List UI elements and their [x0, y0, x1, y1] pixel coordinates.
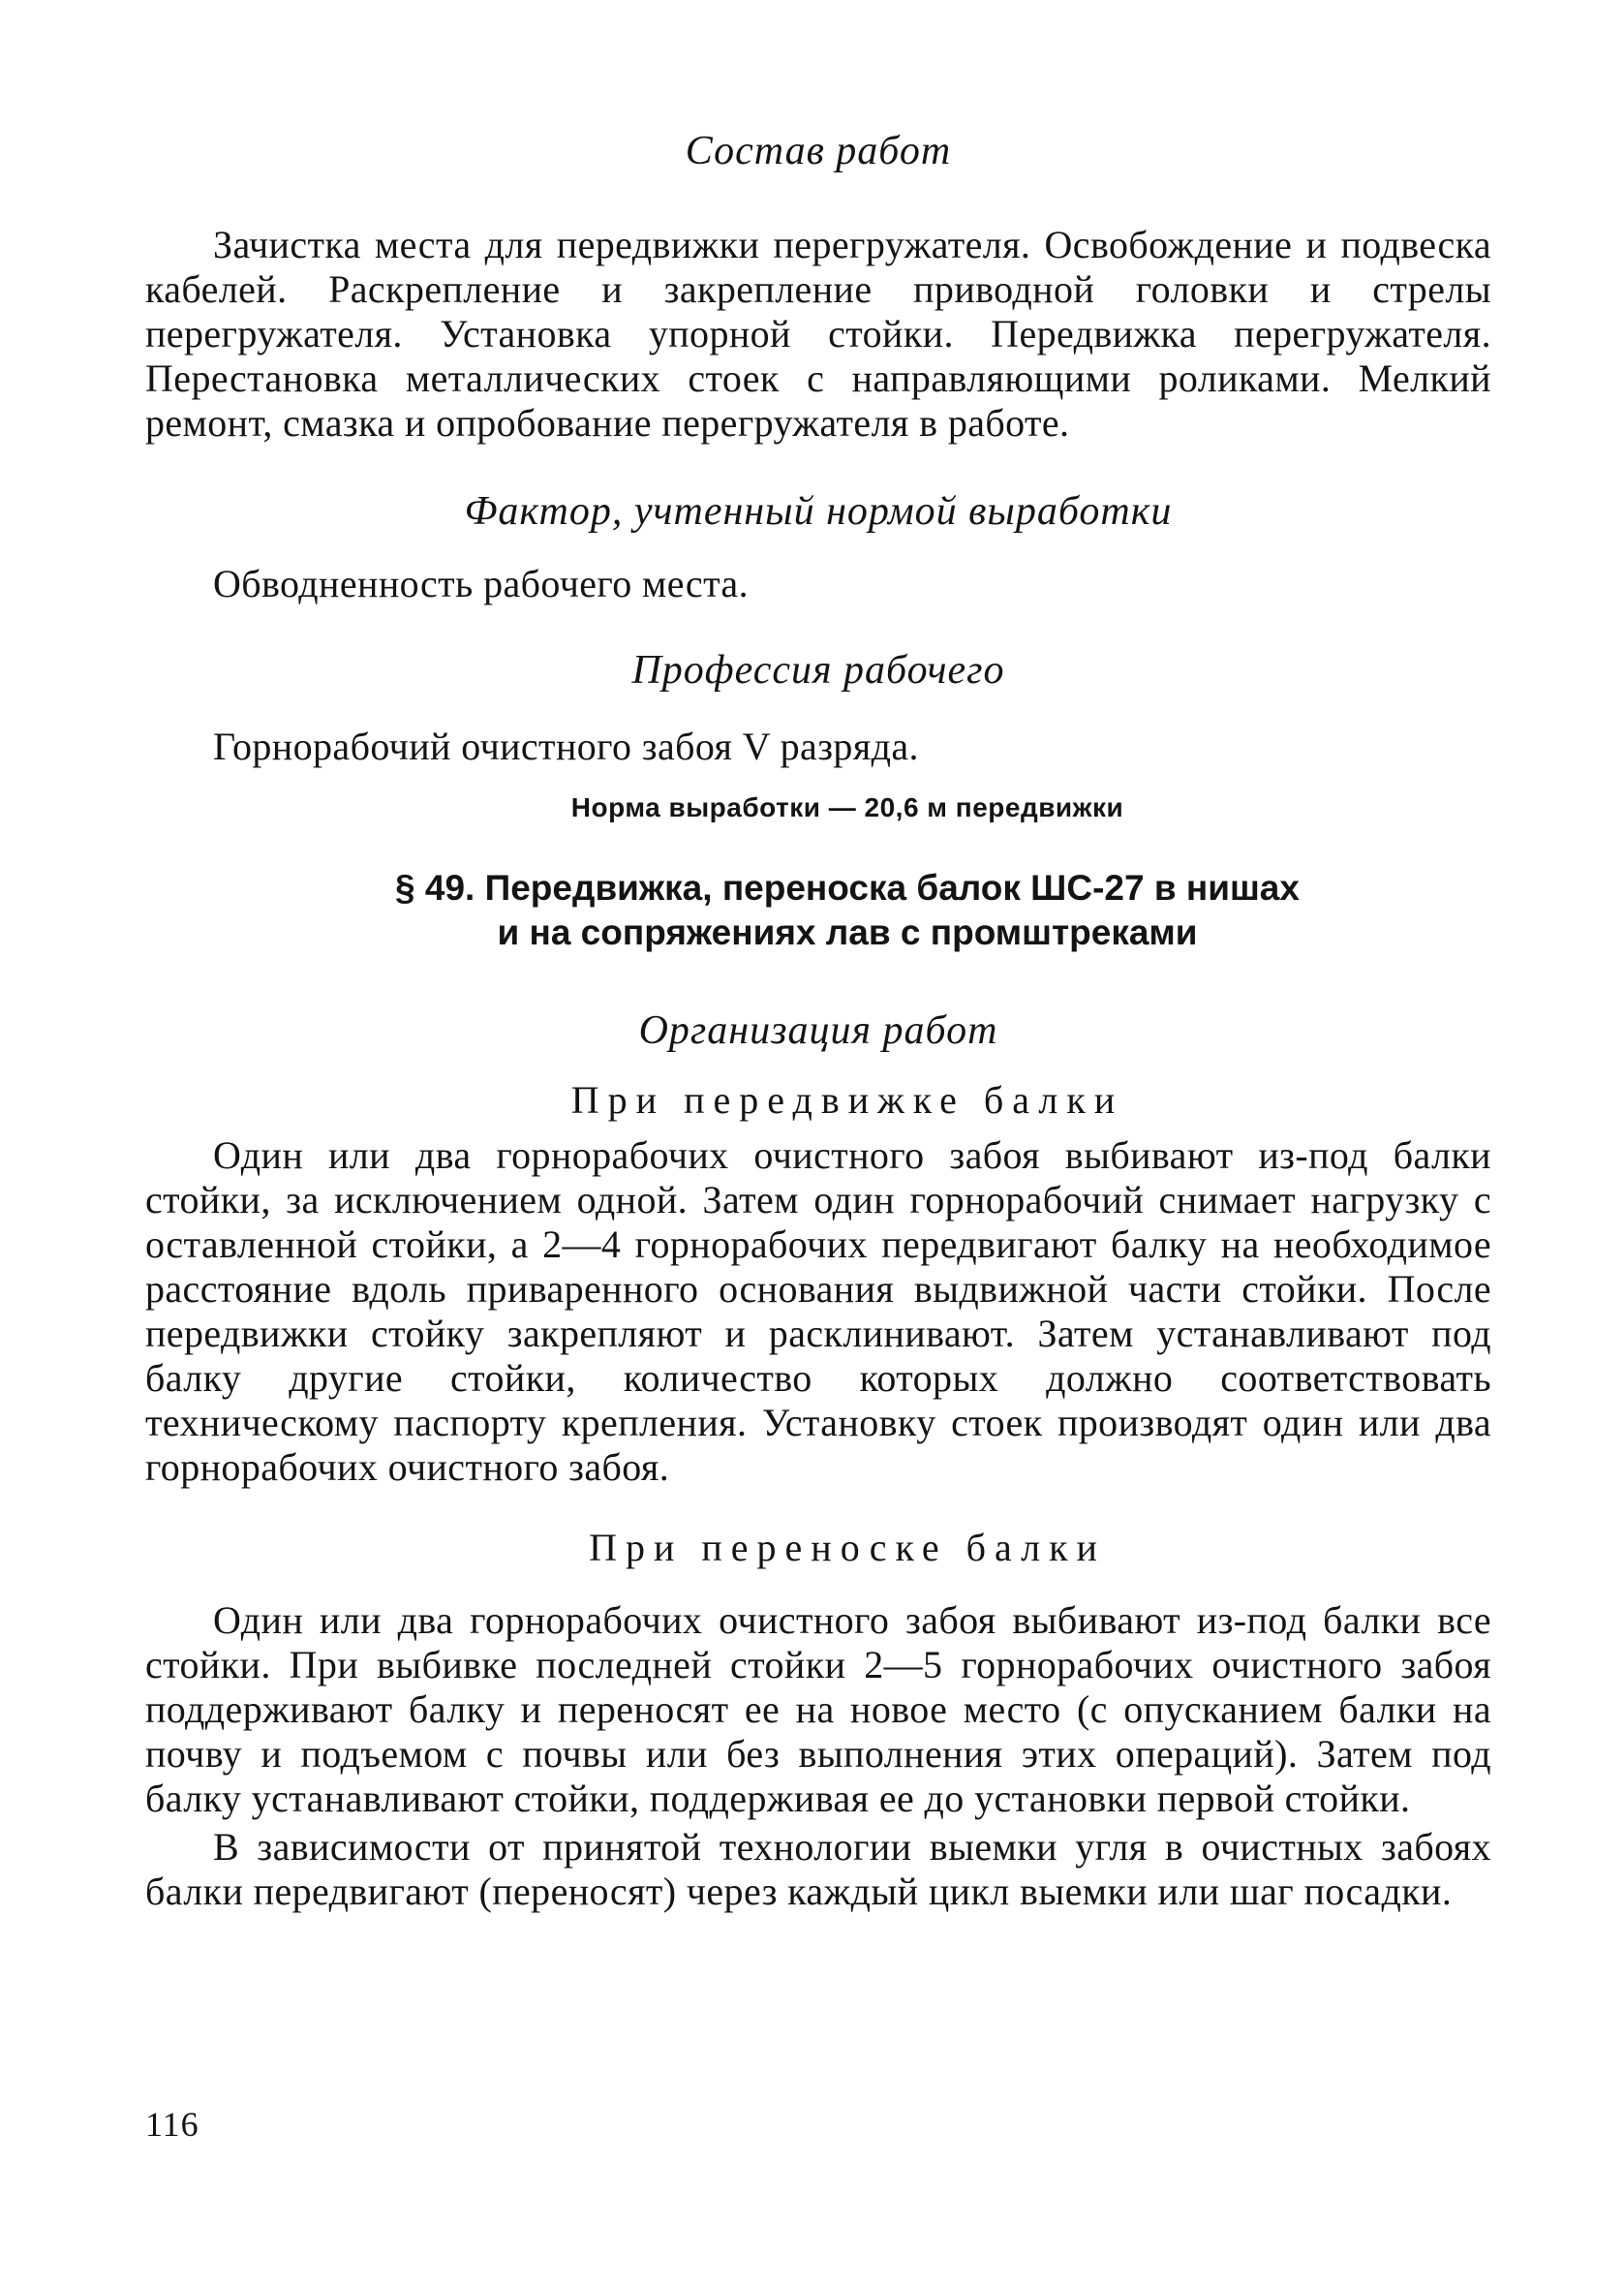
factor-text: Обводненность рабочего места. — [213, 562, 749, 605]
section-title-composition: Состав работ — [685, 129, 952, 173]
moving-text: Один или два горнорабочих очистного забоя выбивают из-под балки стойки, за исключением одной. Затем один горнорабочий снимает нагрузку с оставленной стойки, а 2—4 горнорабочих передвигают балку на необходимое расстояние вдоль приваренного основания выдвижной части стойки. После передвижки стойку закрепляют и расклинивают. Затем устанавливают под балку другие стойки, количество которых должно соответствовать техническому паспорту крепления. Установку стоек производят один или два горнорабочих очистного забоя. — [145, 1133, 1491, 1489]
section-title-profession: Профессия рабочего — [631, 648, 1005, 693]
paragraph-heading — [145, 866, 1491, 955]
page-content — [145, 126, 1491, 1914]
section-title-factor: Фактор, учтенный нормой выработки — [464, 489, 1173, 534]
subheading-moving: При передвижке балки — [570, 1078, 1124, 1122]
section-title-organization: Организация работ — [638, 1008, 998, 1053]
carrying-text: Один или два горнорабочих очистного забоя выбивают из-под балки все стойки. При выбивке последней стойки 2—5 горнорабочих очистного забоя поддерживают балку и переносят ее на новое место (с опусканием балки на почву и подъемом с почвы или без выполнения этих операций). Затем под балку устанавливают стойки, поддерживая ее до установки первой стойки. — [145, 1598, 1491, 1820]
profession-text: Горнорабочий очистного забоя V разряда. — [213, 725, 919, 768]
paragraph-heading-line1: § 49. Передвижка, переноска балок ШС-27 в нишах — [395, 868, 1300, 908]
subheading-carrying: При переноске балки — [589, 1526, 1106, 1569]
paragraph-heading-line2: и на сопряжениях лав с промштреками — [497, 912, 1198, 952]
technology-note: В зависимости от принятой технологии выемки угля в очистных забоях балки передвигают (переносят) через каждый цикл выемки или шаг посадки. — [145, 1825, 1491, 1913]
norm-line: Норма выработки — 20,6 м передвижки — [570, 792, 1124, 822]
composition-text: Зачистка места для передвижки перегружателя. Освобождение и подвеска кабелей. Раскрепление и закрепление приводной головки и стрелы перегружателя. Установка упорной стойки. Передвижка перегружателя. Перестановка металлических стоек с направляющими роликами. Мелкий ремонт, смазка и опробование перегружателя в работе. — [145, 223, 1491, 445]
page-number: 116 — [145, 2105, 199, 2144]
